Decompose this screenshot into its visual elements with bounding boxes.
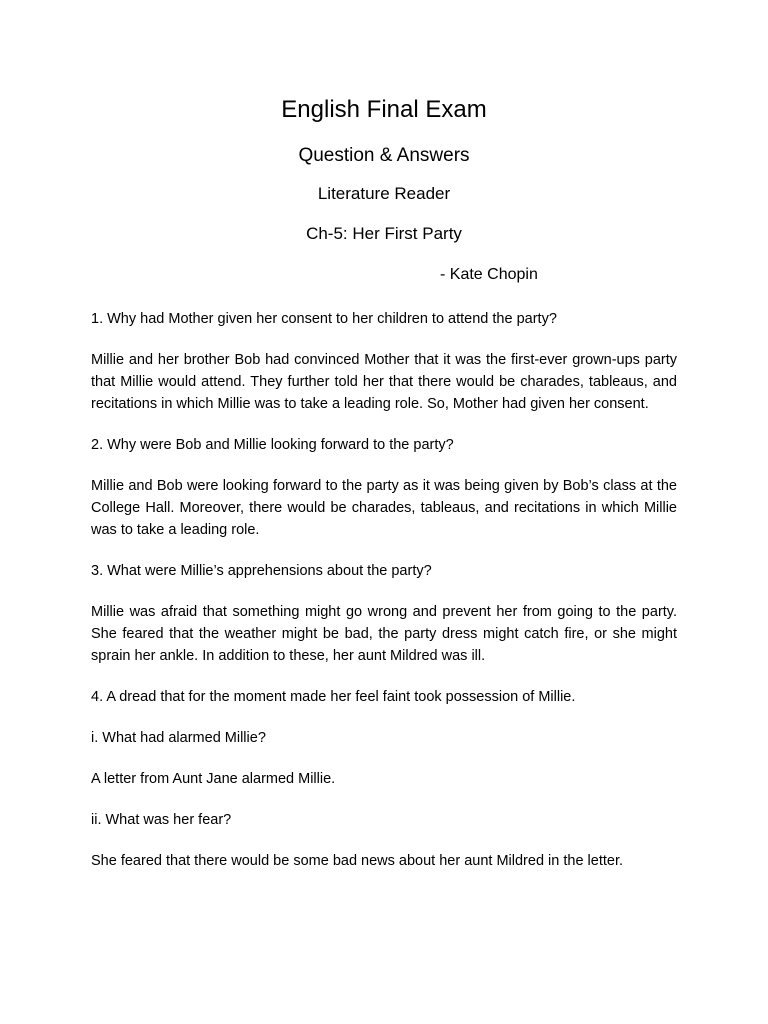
question-4: 4. A dread that for the moment made her feel faint took possession of Millie. [91,689,576,705]
answer-4-ii: She feared that there would be some bad news about her aunt Mildred in the letter. [91,853,624,869]
book-name: Literature Reader [317,184,451,203]
exam-subtitle: Question & Answers [298,145,470,166]
answer-1: Millie and her brother Bob had convinced Mother that it was the first-ever grown-ups party that Millie would attend. They further told her that there would be charades, tableaus, and recitations in which Millie was to take a leading role. So, Mother had given her consent. [91,352,677,412]
answer-4-i: A letter from Aunt Jane alarmed Millie. [91,771,336,787]
exam-title: English Final Exam [281,96,487,123]
answer-3: Millie was afraid that something might go wrong and prevent her from going to the party. She feared that the weather might be bad, the party dress might catch fire, or she might sprain her ankle. In addition to these, her aunt Mildred was ill. [91,604,677,664]
chapter-author: - Kate Chopin [440,266,538,283]
question-4-i: i. What had alarmed Millie? [91,730,266,746]
chapter-title: Ch-5: Her First Party [306,224,462,243]
question-3: 3. What were Millie’s apprehensions about the party? [91,563,432,579]
question-2: 2. Why were Bob and Millie looking forward to the party? [91,437,454,453]
answer-2: Millie and Bob were looking forward to the party as it was being given by Bob’s class at the College Hall. Moreover, there would be charades, tableaus, and recitations in which Millie was to take a leading role. [91,478,677,538]
question-4-ii: ii. What was her fear? [91,812,232,828]
question-1: 1. Why had Mother given her consent to her children to attend the party? [91,311,557,327]
qa-list [91,308,677,872]
